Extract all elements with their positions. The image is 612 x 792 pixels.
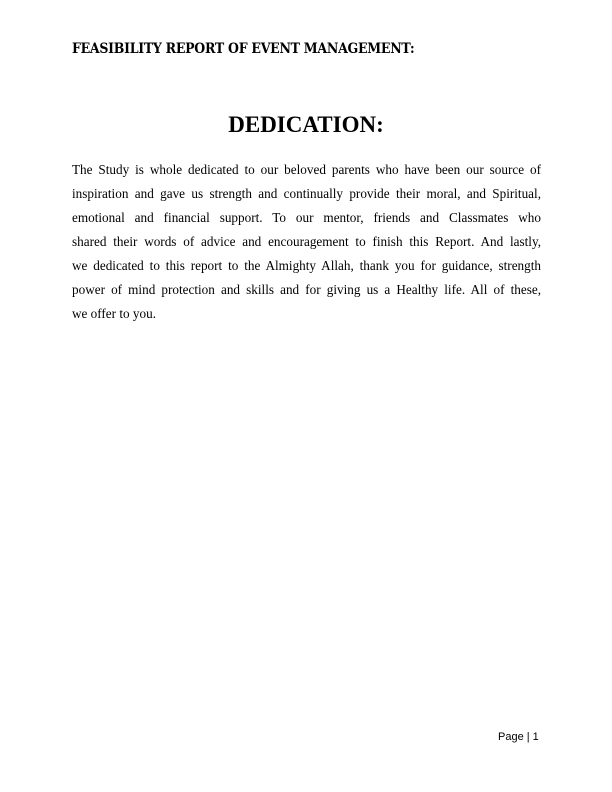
page-number: Page | 1	[498, 731, 539, 743]
paragraph-line: we offer to you.	[72, 306, 156, 321]
paragraph-line: inspiration and gave us strength and continually provide their moral, and Spiritual,	[72, 186, 541, 201]
running-header: FEASIBILITY REPORT OF EVENT MANAGEMENT:	[72, 41, 415, 57]
paragraph-line: power of mind protection and skills and for giving us a Healthy life. All of these,	[72, 282, 541, 297]
paragraph-line: The Study is whole dedicated to our beloved parents who have been our source of	[72, 162, 541, 177]
page-title: DEDICATION:	[228, 112, 384, 137]
paragraph-line: we dedicated to this report to the Almighty Allah, thank you for guidance, strength	[72, 258, 541, 273]
paragraph-line: emotional and financial support. To our mentor, friends and Classmates who	[72, 210, 541, 225]
paragraph-line: shared their words of advice and encouragement to finish this Report. And lastly,	[72, 234, 541, 249]
dedication-paragraph	[72, 160, 541, 328]
